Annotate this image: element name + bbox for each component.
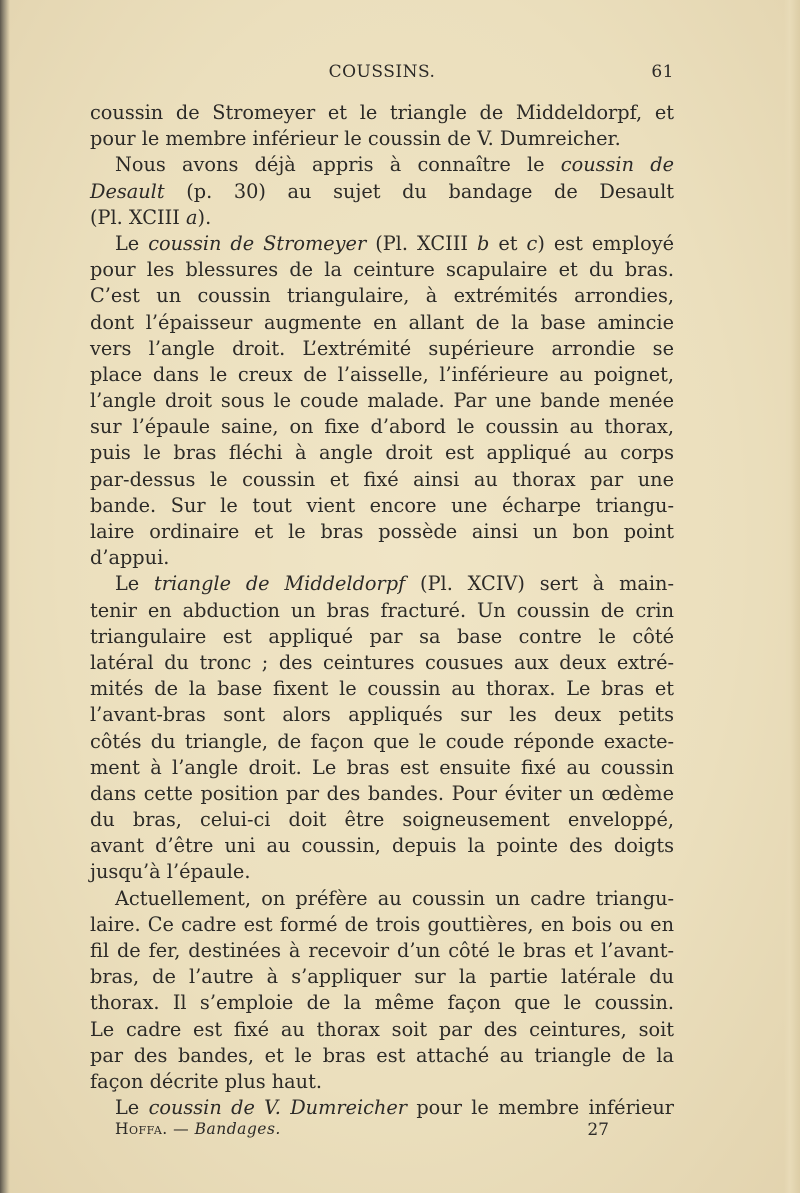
text-line <box>90 362 674 388</box>
text-segment: Le <box>115 572 155 596</box>
text-segment: pour le membre inférieur le coussin de V. Dumreicher. <box>90 127 621 151</box>
text-line <box>90 493 674 519</box>
text-line <box>90 414 674 440</box>
footer-book-title: Bandages. <box>194 1120 281 1138</box>
text-line <box>90 1095 674 1121</box>
text-segment: (Pl. XCIV) sert à main- <box>405 572 674 596</box>
running-header <box>90 62 674 86</box>
text-segment: Le <box>115 1096 149 1120</box>
italic-text: b <box>476 231 490 255</box>
text-segment: (p. 30) au sujet du bandage de Desault <box>164 179 674 203</box>
footer-separator: — <box>167 1120 195 1138</box>
italic-text: c <box>526 231 538 255</box>
text-segment: mités de la base fixent le coussin au thorax. Le bras et <box>90 677 674 701</box>
text-line <box>90 179 674 205</box>
running-header-title: COUSSINS. <box>328 62 436 82</box>
text-line <box>90 781 674 807</box>
text-line <box>90 231 674 257</box>
text-segment: pour le membre inférieur <box>407 1096 675 1120</box>
page-number: 61 <box>651 62 674 82</box>
italic-text: triangle de Middeldorpf <box>154 572 406 596</box>
text-segment: ) est employé <box>537 231 675 255</box>
text-segment: latéral du tronc ; des ceintures cousues aux deux extré- <box>90 650 674 674</box>
text-segment: ). <box>197 205 212 229</box>
text-line <box>90 467 674 493</box>
text-segment: pour les blessures de la ceinture scapulaire et du bras. <box>90 258 674 282</box>
text-segment: d’appui. <box>90 546 170 570</box>
text-line <box>90 1017 674 1043</box>
text-segment: triangulaire est appliqué par sa base contre le côté <box>90 624 674 648</box>
text-line <box>90 1043 674 1069</box>
text-line <box>90 1069 674 1095</box>
text-segment: bras, de l’autre à s’appliquer sur la partie latérale du <box>90 965 674 989</box>
text-segment: avant d’être uni au coussin, depuis la pointe des doigts <box>90 834 674 858</box>
text-segment: bande. Sur le tout vient encore une écharpe triangu- <box>90 493 674 517</box>
text-segment: laire ordinaire et le bras possède ainsi un bon point <box>90 520 674 543</box>
text-line <box>90 938 674 964</box>
signature-mark: 27 <box>587 1120 609 1140</box>
page-footer <box>115 1120 609 1144</box>
text-line <box>90 624 674 650</box>
text-segment: vers l’angle droit. L’extrémité supérieure arrondie se <box>90 336 674 360</box>
text-line <box>90 571 674 597</box>
text-segment: Le cadre est fixé au thorax soit par des ceintures, soit <box>90 1017 674 1041</box>
text-line <box>90 283 674 309</box>
text-line <box>90 257 674 283</box>
text-segment: jusqu’à l’épaule. <box>90 860 251 884</box>
text-line <box>90 152 674 178</box>
text-segment: Le <box>115 231 149 255</box>
text-segment: laire. Ce cadre est formé de trois gouttières, en bois ou en <box>90 912 674 936</box>
text-segment: Actuellement, on préfère au coussin un cadre triangu- <box>115 886 674 910</box>
text-segment: façon décrite plus haut. <box>90 1069 322 1093</box>
footer-author: Hoffa. <box>115 1120 168 1138</box>
text-segment: (Pl. XCIII <box>366 231 477 255</box>
text-segment: par-dessus le coussin et fixé ainsi au thorax par une <box>90 467 674 491</box>
text-segment: puis le bras fléchi à angle droit est appliqué au corps <box>90 441 674 465</box>
text-line <box>90 310 674 336</box>
text-segment: ment à l’angle droit. Le bras est ensuite fixé au coussin <box>90 755 674 779</box>
text-segment: Nous avons déjà appris à connaître le <box>115 153 561 177</box>
text-line <box>90 100 674 126</box>
text-segment: l’angle droit sous le coude malade. Par une bande menée <box>90 389 674 413</box>
text-line <box>90 859 674 885</box>
text-segment: coussin de Stromeyer et le triangle de Middeldorpf, et <box>90 101 674 124</box>
text-line <box>90 729 674 755</box>
text-line <box>90 598 674 624</box>
text-segment: dont l’épaisseur augmente en allant de la base amincie <box>90 310 674 334</box>
text-line <box>90 545 674 571</box>
text-line <box>90 440 674 466</box>
text-line <box>90 676 674 702</box>
text-line <box>90 886 674 912</box>
text-segment: (Pl. XCIII <box>90 205 187 229</box>
text-segment: sur l’épaule saine, on fixe d’abord le coussin au thorax, <box>90 415 674 439</box>
text-line <box>90 205 674 231</box>
italic-text: coussin de Stromeyer <box>148 231 367 255</box>
text-line <box>90 702 674 728</box>
text-line <box>90 126 674 152</box>
text-segment: côtés du triangle, de façon que le coude réponde exacte- <box>90 729 674 753</box>
text-segment: par des bandes, et le bras est attaché au triangle de la <box>90 1043 674 1067</box>
text-segment: place dans le creux de l’aisselle, l’inférieure au poignet, <box>90 362 674 386</box>
text-line <box>90 336 674 362</box>
italic-text: a <box>186 205 198 229</box>
text-line <box>90 912 674 938</box>
text-line <box>90 807 674 833</box>
italic-text: coussin de V. Dumreicher <box>148 1096 407 1120</box>
text-line <box>90 833 674 859</box>
text-segment: et <box>489 231 527 255</box>
text-segment: fil de fer, destinées à recevoir d’un côté le bras et l’avant- <box>90 939 674 962</box>
body-text <box>90 100 674 1121</box>
page-right-edge <box>784 0 800 1193</box>
text-segment: dans cette position par des bandes. Pour éviter un œdème <box>90 781 674 805</box>
italic-text: coussin de <box>560 153 674 177</box>
text-line <box>90 755 674 781</box>
text-segment: du bras, celui-ci doit être soigneusement enveloppé, <box>90 808 674 832</box>
text-line <box>90 388 674 414</box>
text-segment: l’avant-bras sont alors appliqués sur les deux petits <box>90 703 674 727</box>
footer-book-credit <box>115 1120 281 1138</box>
text-line <box>90 519 674 545</box>
text-line <box>90 964 674 990</box>
text-segment: tenir en abduction un bras fracturé. Un coussin de crin <box>90 598 674 622</box>
page-left-edge <box>0 0 10 1193</box>
text-line <box>90 990 674 1016</box>
text-line <box>90 650 674 676</box>
text-segment: C’est un coussin triangulaire, à extrémités arrondies, <box>90 284 674 308</box>
italic-text: Desault <box>90 179 165 203</box>
text-segment: thorax. Il s’emploie de la même façon que le coussin. <box>90 991 674 1015</box>
